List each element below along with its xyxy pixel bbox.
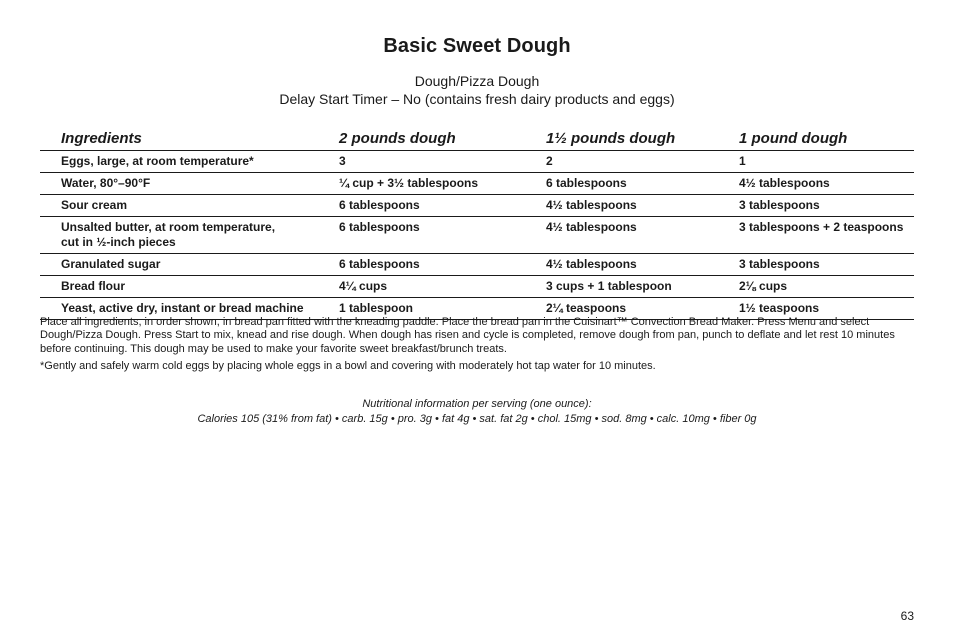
ingredient-name: Granulated sugar — [40, 254, 339, 276]
amount-1-pound: 3 tablespoons — [739, 254, 914, 276]
amount-2-pounds: 6 tablespoons — [339, 254, 546, 276]
page-number: 63 — [900, 609, 914, 623]
page-title: Basic Sweet Dough — [383, 35, 571, 57]
header-2-pounds: 2 pounds dough — [339, 127, 546, 151]
ingredients-table — [40, 127, 914, 320]
delay-timer-note: Delay Start Timer – No (contains fresh dairy products and eggs) — [279, 91, 675, 107]
table-row — [40, 151, 914, 173]
amount-1-5-pounds: 4½ tablespoons — [546, 195, 739, 217]
amount-2-pounds: 1 tablespoon — [339, 298, 546, 320]
table-row — [40, 195, 914, 217]
amount-1-5-pounds: 2¼ teaspoons — [546, 298, 739, 320]
header-ingredients: Ingredients — [40, 127, 339, 151]
amount-1-5-pounds: 2 — [546, 151, 739, 173]
amount-1-pound: 2⅛ cups — [739, 276, 914, 298]
nutrition-detail: Calories 105 (31% from fat) • carb. 15g • pro. 3g • fat 4g • sat. fat 2g • chol. 15mg • sod. 8mg • calc. 10mg • fiber 0g — [197, 413, 757, 425]
amount-1-5-pounds: 6 tablespoons — [546, 173, 739, 195]
ingredient-name: Water, 80°–90°F — [40, 173, 339, 195]
amount-2-pounds: 4¼ cups — [339, 276, 546, 298]
amount-1-pound: 1 — [739, 151, 914, 173]
amount-2-pounds: ¼ cup + 3½ tablespoons — [339, 173, 546, 195]
table-row — [40, 173, 914, 195]
amount-2-pounds: 6 tablespoons — [339, 217, 546, 254]
ingredient-name: Sour cream — [40, 195, 339, 217]
table-row — [40, 217, 914, 254]
amount-1-pound: 3 tablespoons — [739, 195, 914, 217]
instructions-paragraph: Place all ingredients, in order shown, in bread pan fitted with the kneading paddle. Place the bread pan in the Cuisinart™ Convection Bread Maker. Press Menu and select Dough/Pizza Dough. Press Start to mix, knead and rise dough. When dough has risen and cycle is completed, remove dough from pan, punch to deflate and let rest 10 minutes before continuing. This dough may be used to make your favorite sweet breakfast/brunch treats. — [40, 316, 895, 355]
header-1-pound: 1 pound dough — [739, 127, 914, 151]
nutrition-label: Nutritional information per serving (one ounce): — [362, 398, 592, 410]
egg-footnote: *Gently and safely warm cold eggs by placing whole eggs in a bowl and covering with moderately hot tap water for 10 minutes. — [40, 360, 656, 372]
amount-2-pounds: 3 — [339, 151, 546, 173]
table-header-row — [40, 127, 914, 151]
cycle-setting: Dough/Pizza Dough — [414, 73, 540, 89]
amount-1-pound: 3 tablespoons + 2 teaspoons — [739, 217, 914, 254]
ingredient-name: Yeast, active dry, instant or bread machine — [40, 298, 339, 320]
amount-1-5-pounds: 4½ tablespoons — [546, 254, 739, 276]
ingredient-name: Eggs, large, at room temperature* — [40, 151, 339, 173]
header-1-5-pounds: 1½ pounds dough — [546, 127, 739, 151]
amount-1-pound: 1½ teaspoons — [739, 298, 914, 320]
amount-1-5-pounds: 3 cups + 1 tablespoon — [546, 276, 739, 298]
table-row — [40, 254, 914, 276]
ingredient-name: Bread flour — [40, 276, 339, 298]
table-row — [40, 276, 914, 298]
amount-2-pounds: 6 tablespoons — [339, 195, 546, 217]
amount-1-pound: 4½ tablespoons — [739, 173, 914, 195]
ingredient-name: Unsalted butter, at room temperature, cut in ½-inch pieces — [40, 217, 339, 254]
amount-1-5-pounds: 4½ tablespoons — [546, 217, 739, 254]
